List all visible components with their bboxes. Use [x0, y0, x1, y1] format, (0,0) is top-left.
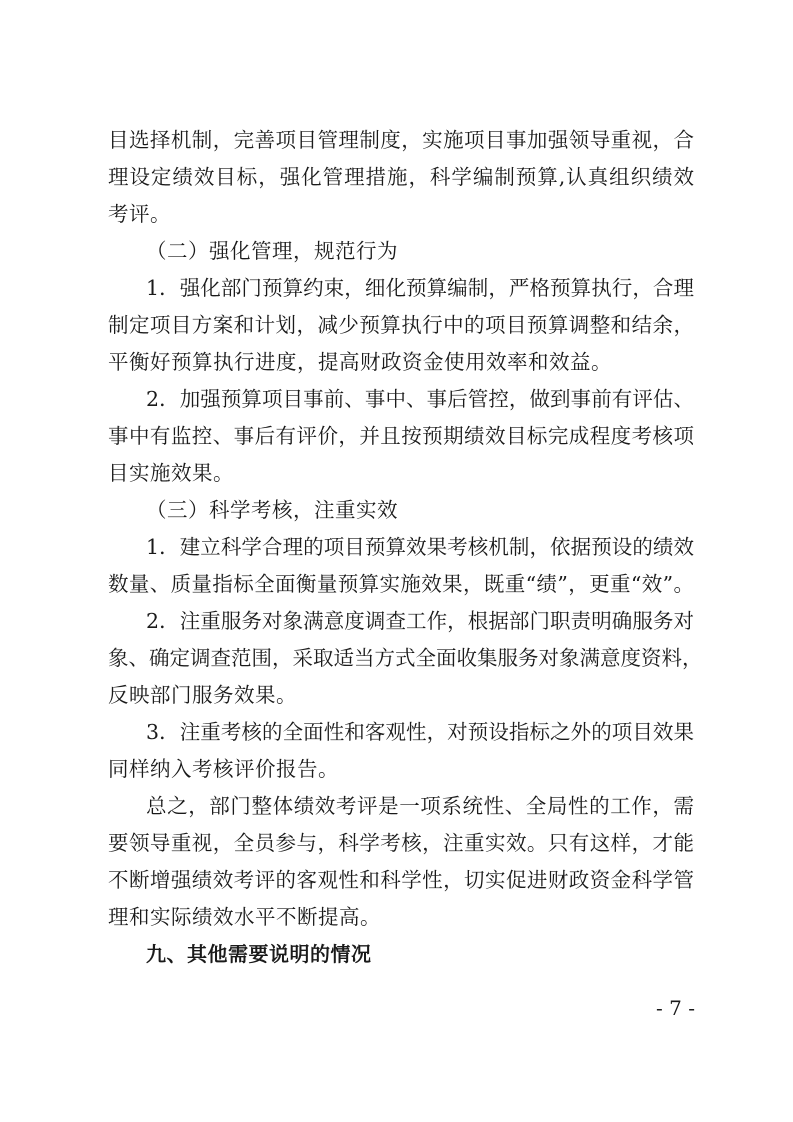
subsection-heading: （三）科学考核，注重实效 — [146, 498, 398, 522]
body-line: 象、确定调查范围，采取适当方式全面收集服务对象满意度资料， — [108, 646, 703, 670]
body-line: 目选择机制，完善项目管理制度，实施项目事加强领导重视，合 — [108, 128, 694, 152]
body-line: 1．强化部门预算约束，细化预算编制，严格预算执行，合理 — [146, 276, 694, 300]
section-heading: 九、其他需要说明的情况 — [146, 942, 372, 966]
body-line: 不断增强绩效考评的客观性和科学性，切实促进财政资金科学管 — [108, 868, 694, 892]
page-number: - 7 - — [656, 996, 695, 1020]
body-line: 1．建立科学合理的项目预算效果考核机制，依据预设的绩效 — [146, 535, 694, 559]
body-line: 考评。 — [108, 202, 171, 226]
body-line: 2．加强预算项目事前、事中、事后管控，做到事前有评估、 — [146, 387, 694, 411]
body-line: 数量、质量指标全面衡量预算实施效果，既重“绩”，更重“效”。 — [108, 572, 694, 596]
body-line: 制定项目方案和计划，减少预算执行中的项目预算调整和结余， — [108, 313, 694, 337]
body-line: 事中有监控、事后有评价，并且按预期绩效目标完成程度考核项 — [108, 424, 694, 448]
body-line: 要领导重视，全员参与，科学考核，注重实效。只有这样，才能 — [108, 831, 694, 855]
body-line: 反映部门服务效果。 — [108, 683, 297, 707]
body-line: 2．注重服务对象满意度调查工作，根据部门职责明确服务对 — [146, 609, 694, 633]
body-line: 理设定绩效目标，强化管理措施，科学编制预算,认真组织绩效 — [108, 165, 694, 189]
body-line: 总之，部门整体绩效考评是一项系统性、全局性的工作，需 — [146, 794, 694, 818]
body-line: 目实施效果。 — [108, 461, 234, 485]
body-line: 平衡好预算执行进度，提高财政资金使用效率和效益。 — [108, 350, 612, 374]
body-line: 3．注重考核的全面性和客观性，对预设指标之外的项目效果 — [146, 720, 694, 744]
body-line: 同样纳入考核评价报告。 — [108, 757, 339, 781]
subsection-heading: （二）强化管理，规范行为 — [146, 239, 398, 263]
body-line: 理和实际绩效水平不断提高。 — [108, 905, 381, 929]
